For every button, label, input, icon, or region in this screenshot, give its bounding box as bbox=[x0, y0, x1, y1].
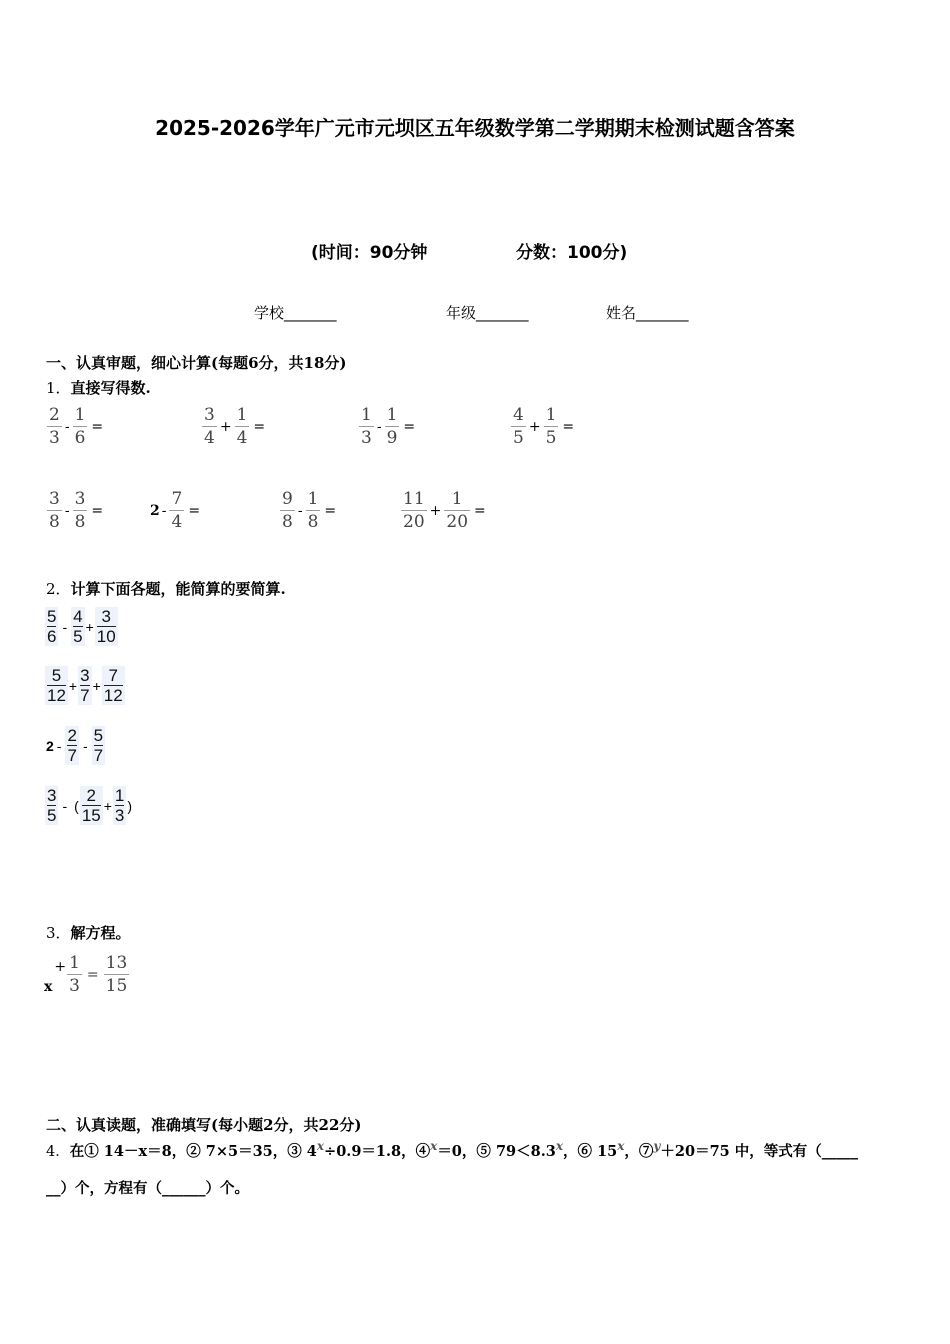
fraction: $\frac{7}{4}$ bbox=[171, 489, 183, 532]
fraction: $\frac{3}{4}$ bbox=[204, 405, 215, 448]
fraction: 3 5 bbox=[47, 786, 57, 825]
fraction: 7 12 bbox=[103, 666, 123, 705]
fraction: 5 7 bbox=[93, 726, 104, 765]
fraction: $\frac{9}{8}$ bbox=[282, 489, 293, 532]
q1-expression: $\frac{9}{8}$ - $\frac{1}{8}$ = bbox=[282, 489, 337, 532]
school-field: 学校_______ bbox=[254, 304, 337, 322]
fraction: 5 6 bbox=[47, 607, 57, 646]
q2-expression: 5 6 - 4 5 + 3 10 bbox=[47, 607, 116, 646]
fraction: $\frac{1}{3}$ bbox=[361, 405, 372, 448]
fraction: $\frac{1}{9}$ bbox=[386, 405, 398, 448]
question-number: 2． bbox=[46, 580, 71, 598]
fraction: $\frac{4}{5}$ bbox=[513, 405, 524, 448]
question-number: 3． bbox=[46, 924, 71, 942]
question-text: 解方程。 bbox=[70, 924, 131, 942]
question-1 bbox=[46, 377, 151, 398]
fraction: $\frac{3}{8}$ bbox=[74, 489, 86, 532]
fraction: $\frac{1}{20}$ bbox=[446, 489, 469, 532]
section1-heading: 一、认真审题，细心计算(每题6分，共18分) bbox=[46, 354, 347, 372]
fraction: $\frac{11}{20}$ bbox=[403, 489, 425, 532]
q1-expression: $\frac{3}{8}$ - $\frac{3}{8}$ = bbox=[49, 489, 104, 532]
exam-score: 分数：100分) bbox=[516, 243, 628, 263]
page-title: 2025-2026学年广元市元坝区五年级数学第二学期期末检测试题含答案 bbox=[155, 116, 795, 140]
question-2 bbox=[46, 578, 286, 599]
q3-equation: x + $\frac{1}{3}$ = $\frac{13}{15}$ bbox=[44, 953, 128, 996]
fraction: 4 5 bbox=[73, 607, 83, 646]
grade-field: 年级_______ bbox=[446, 304, 529, 322]
question-text: 直接写得数. bbox=[70, 379, 151, 397]
fraction: 2 7 bbox=[67, 726, 77, 765]
fraction: 3 10 bbox=[96, 607, 116, 646]
q1-expression: $\frac{1}{3}$ - $\frac{1}{9}$ = bbox=[361, 405, 416, 448]
exam-time: (时间：90分钟 bbox=[311, 243, 428, 263]
q2-expression: 2 - 2 7 - 5 7 bbox=[46, 726, 104, 765]
fraction: $\frac{1}{8}$ bbox=[307, 489, 319, 532]
fraction: $\frac{1}{3}$ bbox=[69, 953, 80, 996]
q1-expression: $\frac{3}{4}$ + $\frac{1}{4}$ = bbox=[204, 405, 266, 448]
question-number: 1． bbox=[46, 379, 71, 397]
question-3 bbox=[46, 922, 131, 943]
q1-expression: $\frac{11}{20}$ + $\frac{1}{20}$ = bbox=[403, 489, 486, 532]
q2-expression: 5 12 + 3 7 + 7 12 bbox=[47, 666, 123, 705]
question-4: 4．在① 14－x＝8，② 7×5＝35，③ $4^x\div 0.9=1.8$，④$^x$＝0，⑤ $79<8.3^x$，⑥ 15$^x$，⑦$^y$＋20＝75 中，等式有（_____ bbox=[46, 1139, 859, 1160]
question-number: 4． bbox=[46, 1143, 70, 1160]
fraction: 2 15 bbox=[81, 786, 101, 825]
fraction: 5 12 bbox=[47, 666, 66, 705]
section2-heading: 二、认真读题，准确填写(每小题2分，共22分) bbox=[46, 1116, 362, 1134]
fraction: $\frac{1}{4}$ bbox=[236, 405, 248, 448]
q2-expression: 3 5 - ( 2 15 + 1 3 ) bbox=[47, 786, 133, 825]
fraction: $\frac{1}{5}$ bbox=[545, 405, 557, 448]
fraction: $\frac{1}{6}$ bbox=[74, 405, 86, 448]
fraction: $\frac{3}{8}$ bbox=[49, 489, 60, 532]
q1-expression: 2 - $\frac{7}{4}$ = bbox=[150, 489, 201, 532]
question-4-line2: __）个，方程有（______）个。 bbox=[46, 1180, 249, 1197]
fraction: 3 7 bbox=[80, 666, 90, 705]
fraction: $\frac{13}{15}$ bbox=[105, 953, 128, 996]
fraction: 1 3 bbox=[114, 786, 125, 825]
name-field: 姓名_______ bbox=[606, 304, 689, 322]
fraction: $\frac{2}{3}$ bbox=[49, 405, 60, 448]
question-text: 计算下面各题，能简算的要简算. bbox=[70, 580, 286, 598]
q1-expression: $\frac{4}{5}$ + $\frac{1}{5}$ = bbox=[513, 405, 575, 448]
q1-expression: $\frac{2}{3}$ - $\frac{1}{6}$ = bbox=[49, 405, 104, 448]
